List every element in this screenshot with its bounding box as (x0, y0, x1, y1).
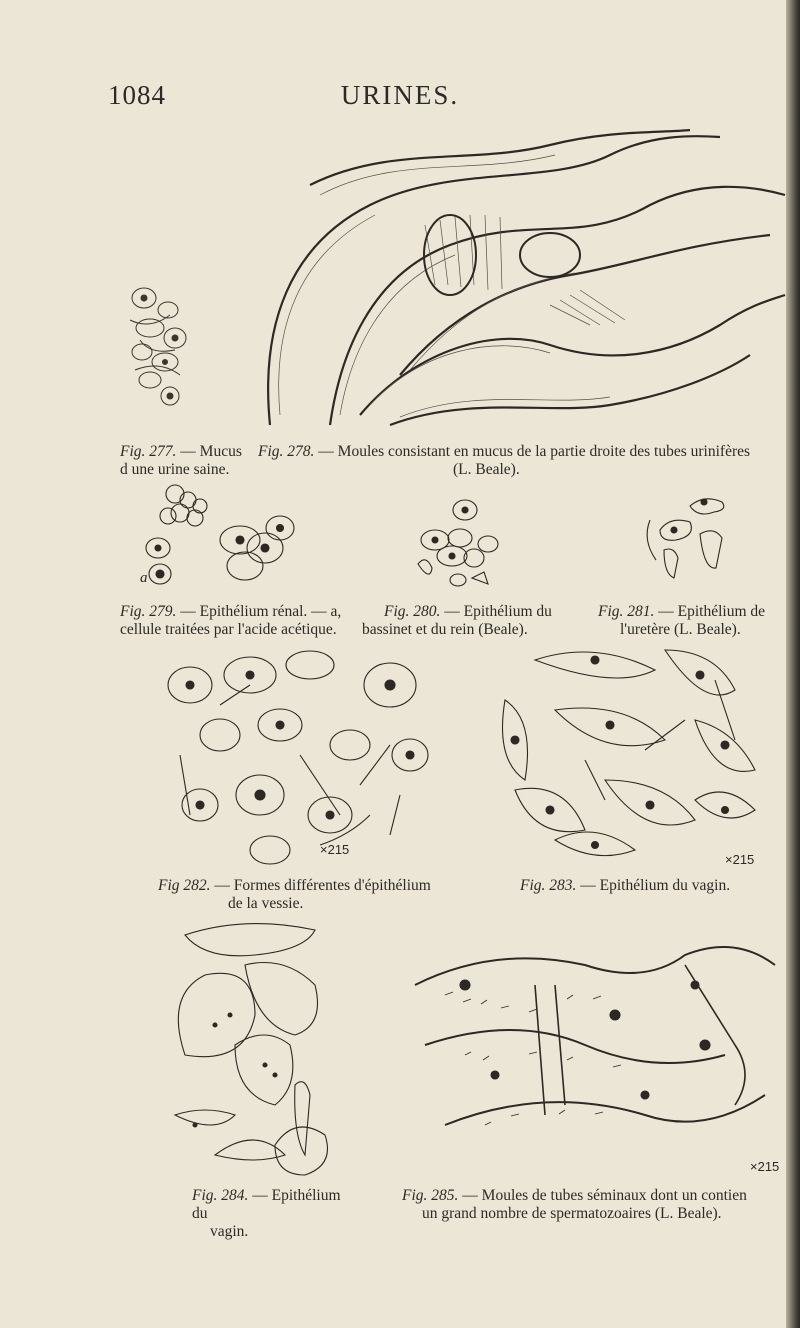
fig-278-caption (258, 443, 798, 479)
fig-282-caption-line-2: de la vessie. (228, 895, 304, 912)
fig-284-caption-line-2: vagin. (210, 1223, 249, 1240)
fig-282-caption-line-1: — Formes différentes d'épithélium (214, 877, 431, 894)
fig-279-label: Fig. 279. (120, 603, 177, 620)
fig-278-caption-line-2: (L. Beale). (453, 461, 520, 478)
fig-285-caption-line-1: — Moules de tubes séminaux dont un contien (462, 1187, 747, 1204)
fig-283-caption (520, 877, 790, 895)
fig-283-magnification: ×215 (725, 852, 755, 867)
fig-281-label: Fig. 281. (598, 603, 655, 620)
fig-279-caption-line-2: cellule traitées par l'acide acétique. (120, 621, 337, 638)
fig-284-vaginal-epithelium-illustration (155, 915, 340, 1180)
fig-285-label: Fig. 285. (402, 1187, 459, 1204)
fig-282-bladder-epithelium-illustration (160, 645, 445, 870)
fig-280-label: Fig. 280. (384, 603, 441, 620)
fig-283-vaginal-epithelium-illustration (495, 640, 780, 870)
fig-283-label: Fig. 283. (520, 877, 577, 894)
fig-277-label: Fig. 277. (120, 443, 177, 460)
fig-279-panel-letter: a (140, 570, 148, 586)
fig-277-caption (120, 443, 250, 479)
fig-277-caption-line-1: — Mucus (180, 443, 242, 460)
page-header (0, 80, 800, 120)
fig-282-label: Fig 282. (158, 877, 211, 894)
fig-280-caption (362, 603, 592, 639)
fig-280-pelvis-epithelium-illustration (400, 492, 530, 592)
running-title: URINES. (340, 80, 460, 110)
fig-280-caption-line-2: bassinet et du rein (Beale). (362, 621, 528, 638)
fig-285-seminal-casts-illustration (405, 925, 785, 1175)
fig-284-caption-line-1: — Epithélium du (192, 1187, 341, 1222)
fig-282-magnification: ×215 (320, 842, 350, 857)
fig-279-renal-epithelium-illustration (120, 478, 325, 596)
fig-279-caption-line-1: — Epithélium rénal. — a, (180, 603, 342, 620)
fig-284-label: Fig. 284. (192, 1187, 249, 1204)
fig-285-caption-line-2: un grand nombre de spermatozoaires (L. Beale). (422, 1205, 722, 1222)
fig-281-ureter-epithelium-illustration (620, 490, 740, 586)
fig-277-mucus-illustration (120, 280, 200, 415)
fig-283-caption-line-1: — Epithélium du vagin. (580, 877, 731, 894)
fig-281-caption (592, 603, 797, 639)
fig-285-magnification: ×215 (750, 1159, 780, 1174)
fig-278-label: Fig. 278. (258, 443, 315, 460)
fig-281-caption-line-2: l'uretère (L. Beale). (620, 621, 741, 638)
fig-280-caption-line-1: — Epithélium du (444, 603, 552, 620)
fig-279-caption (120, 603, 350, 639)
fig-284-caption (192, 1187, 342, 1241)
fig-278-caption-line-1: — Moules consistant en mucus de la partie droite des tubes urinifères (318, 443, 751, 460)
fig-282-caption (158, 877, 458, 913)
fig-285-caption (402, 1187, 797, 1223)
page-number: 1084 (108, 80, 166, 110)
fig-281-caption-line-1: — Epithélium de (658, 603, 766, 620)
fig-278-mucus-casts-illustration (250, 125, 790, 430)
fig-277-caption-line-2: d une urine saine. (120, 461, 230, 478)
